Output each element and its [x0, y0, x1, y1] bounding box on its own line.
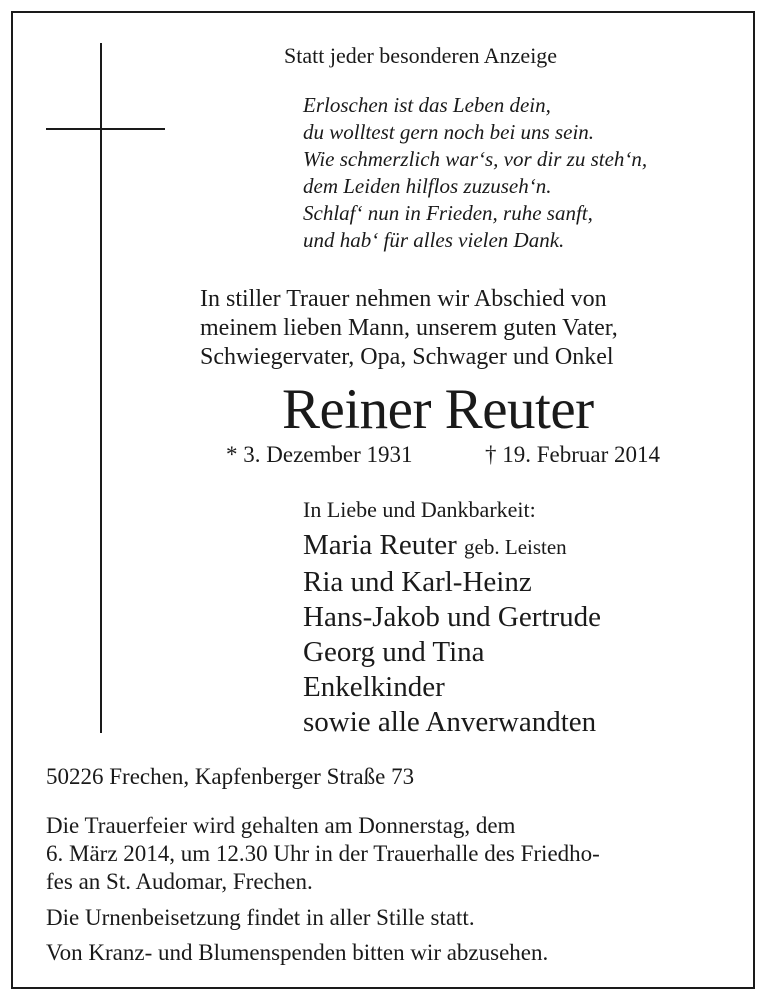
- mourner-maiden-name: geb. Leisten: [464, 535, 567, 559]
- poem-line: Erloschen ist das Leben dein,: [303, 93, 551, 117]
- poem-line: Schlaf‘ nun in Frieden, ruhe sanft,: [303, 201, 593, 225]
- funeral-notice: [46, 812, 600, 896]
- mourner-line: Hans-Jakob und Gertrude: [303, 601, 601, 633]
- poem-line: Wie schmerzlich war‘s, vor dir zu steh‘n,: [303, 147, 648, 171]
- poem-line: dem Leiden hilflos zuzuseh‘n.: [303, 174, 552, 198]
- notice-line: Die Trauerfeier wird gehalten am Donnerstag, dem: [46, 813, 516, 838]
- intro-text: [200, 285, 618, 372]
- intro-line: Schwiegervater, Opa, Schwager und Onkel: [200, 344, 614, 370]
- poem: [303, 92, 647, 254]
- mourner-line: Georg und Tina: [303, 636, 485, 668]
- address: 50226 Frechen, Kapfenberger Straße 73: [46, 764, 415, 789]
- mourners-intro: In Liebe und Dankbarkeit:: [303, 497, 536, 522]
- urn-notice: Die Urnenbeisetzung findet in aller Stille statt.: [46, 905, 475, 930]
- birth-date: * 3. Dezember 1931: [226, 442, 413, 467]
- notice-line: fes an St. Audomar, Frechen.: [46, 869, 313, 894]
- mourner-line: sowie alle Anverwandten: [303, 706, 597, 738]
- poem-line: du wolltest gern noch bei uns sein.: [303, 120, 595, 144]
- deceased-name: Reiner Reuter: [282, 378, 594, 441]
- mourner-line: Ria und Karl-Heinz: [303, 566, 532, 598]
- cross-horizontal-bar: [46, 128, 165, 130]
- cross-vertical-bar: [100, 43, 102, 733]
- mourners-list: [303, 528, 601, 740]
- death-date: † 19. Februar 2014: [485, 442, 661, 467]
- mourner-line: [303, 528, 601, 565]
- notice-header: Statt jeder besonderen Anzeige: [284, 43, 558, 68]
- intro-line: meinem lieben Mann, unserem guten Vater,: [200, 315, 618, 341]
- mourner-line: Enkelkinder: [303, 671, 445, 703]
- flowers-notice: Von Kranz- und Blumenspenden bitten wir abzusehen.: [46, 940, 549, 965]
- poem-line: und hab‘ für alles vielen Dank.: [303, 228, 565, 252]
- intro-line: In stiller Trauer nehmen wir Abschied von: [200, 286, 607, 312]
- mourner-name: Maria Reuter: [303, 529, 457, 561]
- notice-line: 6. März 2014, um 12.30 Uhr in der Trauerhalle des Friedho-: [46, 841, 600, 866]
